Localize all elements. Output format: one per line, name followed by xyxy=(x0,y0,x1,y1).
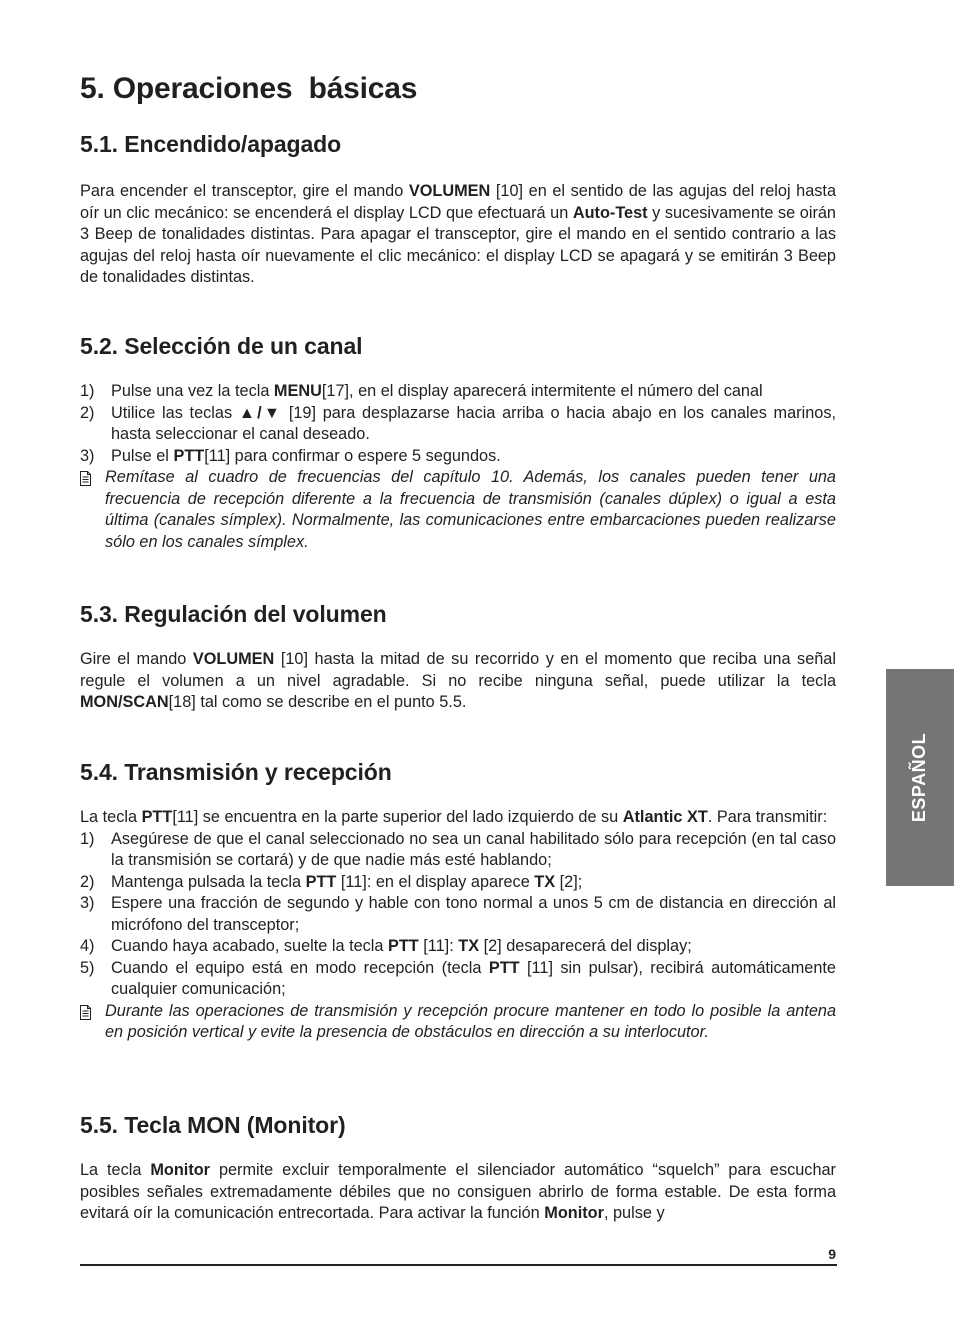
paragraph: Gire el mando VOLUMEN [10] hasta la mitad de su recorrido y en el momento que reciba una señal regule el volumen a un nivel agradable. Si no recibe ninguna señal, puede utilizar la tecla MON/SCAN[18] tal como se describe en el punto 5.5. xyxy=(80,650,836,711)
list-item: 3) Espere una fracción de segundo y hable con tono normal a unos 5 cm de distancia en dirección al micrófono del transceptor; xyxy=(80,894,836,934)
page-number: 9 xyxy=(828,1246,836,1262)
section-heading-5-4: 5.4. Transmisión y recepción xyxy=(80,759,392,785)
list-item: 3) Pulse el PTT[11] para confirmar o espere 5 segundos. xyxy=(80,446,501,465)
note-text: Durante las operaciones de transmisión y recepción procure mantener en todo lo posible la antena en posición vertical y evite la presencia de obstáculos en dirección a su interlocutor. xyxy=(105,1001,836,1041)
section-heading-5-5: 5.5. Tecla MON (Monitor) xyxy=(80,1112,346,1138)
up-down-arrow-icons: ▲/▼ xyxy=(238,403,283,422)
section-body-5-1 xyxy=(80,181,836,289)
list-item: 2) Utilice las teclas ▲/▼ [19] para desplazarse hacia arriba o hacia abajo en los canales marinos, hasta seleccionar el canal deseado. xyxy=(80,403,836,443)
section-body-5-4 xyxy=(80,807,836,1044)
footer-rule xyxy=(80,1264,837,1266)
list-item: 1) Asegúrese de que el canal seleccionado no sea un canal habilitado sólo para recepción (en tal caso la transmisión se cortará) y de que nadie más esté hablando; xyxy=(80,829,836,869)
note xyxy=(80,467,836,553)
language-tab xyxy=(886,669,954,886)
page-title: 5. Operaciones básicas xyxy=(80,72,418,105)
paragraph: La tecla Monitor permite excluir temporalmente el silenciador automático “squelch” para escuchar posibles señales extremadamente débiles que no consiguen abrirlo de forma estable. De esta forma evitará oír la comunicación entrecortada. Para activar la función Monitor, pulse y xyxy=(80,1161,836,1222)
section-heading-5-3: 5.3. Regulación del volumen xyxy=(80,601,387,627)
section-body-5-3 xyxy=(80,649,836,714)
list-item: 1) Pulse una vez la tecla MENU[17], en el display aparecerá intermitente el número del canal xyxy=(80,382,763,400)
section-heading-5-1: 5.1. Encendido/apagado xyxy=(80,131,342,157)
list-item: 5) Cuando el equipo está en modo recepción (tecla PTT [11] sin pulsar), recibirá automáticamente cualquier comunicación; xyxy=(80,958,836,998)
note-text: Remítase al cuadro de frecuencias del capítulo 10. Además, los canales pueden tener una frecuencia de recepción diferente a la frecuencia de transmisión (canales dúplex) o igual a esta última (canales símplex). Normalmente, las comunicaciones entre embarcaciones pueden realizarse sólo en los canales símplex. xyxy=(105,468,836,551)
list-item: 4) Cuando haya acabado, suelte la tecla PTT [11]: TX [2] desaparecerá del display; xyxy=(80,937,692,955)
paragraph: Para encender el transceptor, gire el mando VOLUMEN [10] en el sentido de las agujas del reloj hasta oír un clic mecánico: se encenderá el display LCD que efectuará un Auto-Test y sucesivamente se oirán 3 Beep de tonalidades distintas. Para apagar el transceptor, gire el mando en el sentido contrario a las agujas del reloj hasta oír nuevamente el clic mecánico: el display LCD se apagará y se emitirán 3 Beep de tonalidades distintas. xyxy=(80,182,836,286)
note xyxy=(80,1001,836,1044)
language-tab-label: ESPAÑOL xyxy=(909,732,930,823)
section-heading-5-2: 5.2. Selección de un canal xyxy=(80,333,363,359)
section-body-5-2 xyxy=(80,381,836,553)
section-body-5-5 xyxy=(80,1160,836,1225)
paragraph: La tecla PTT[11] se encuentra en la parte superior del lado izquierdo de su Atlantic XT. Para transmitir: xyxy=(80,808,828,826)
note-document-icon xyxy=(80,1001,105,1044)
note-document-icon xyxy=(80,467,105,553)
list-item: 2) Mantenga pulsada la tecla PTT [11]: en el display aparece TX [2]; xyxy=(80,872,583,891)
